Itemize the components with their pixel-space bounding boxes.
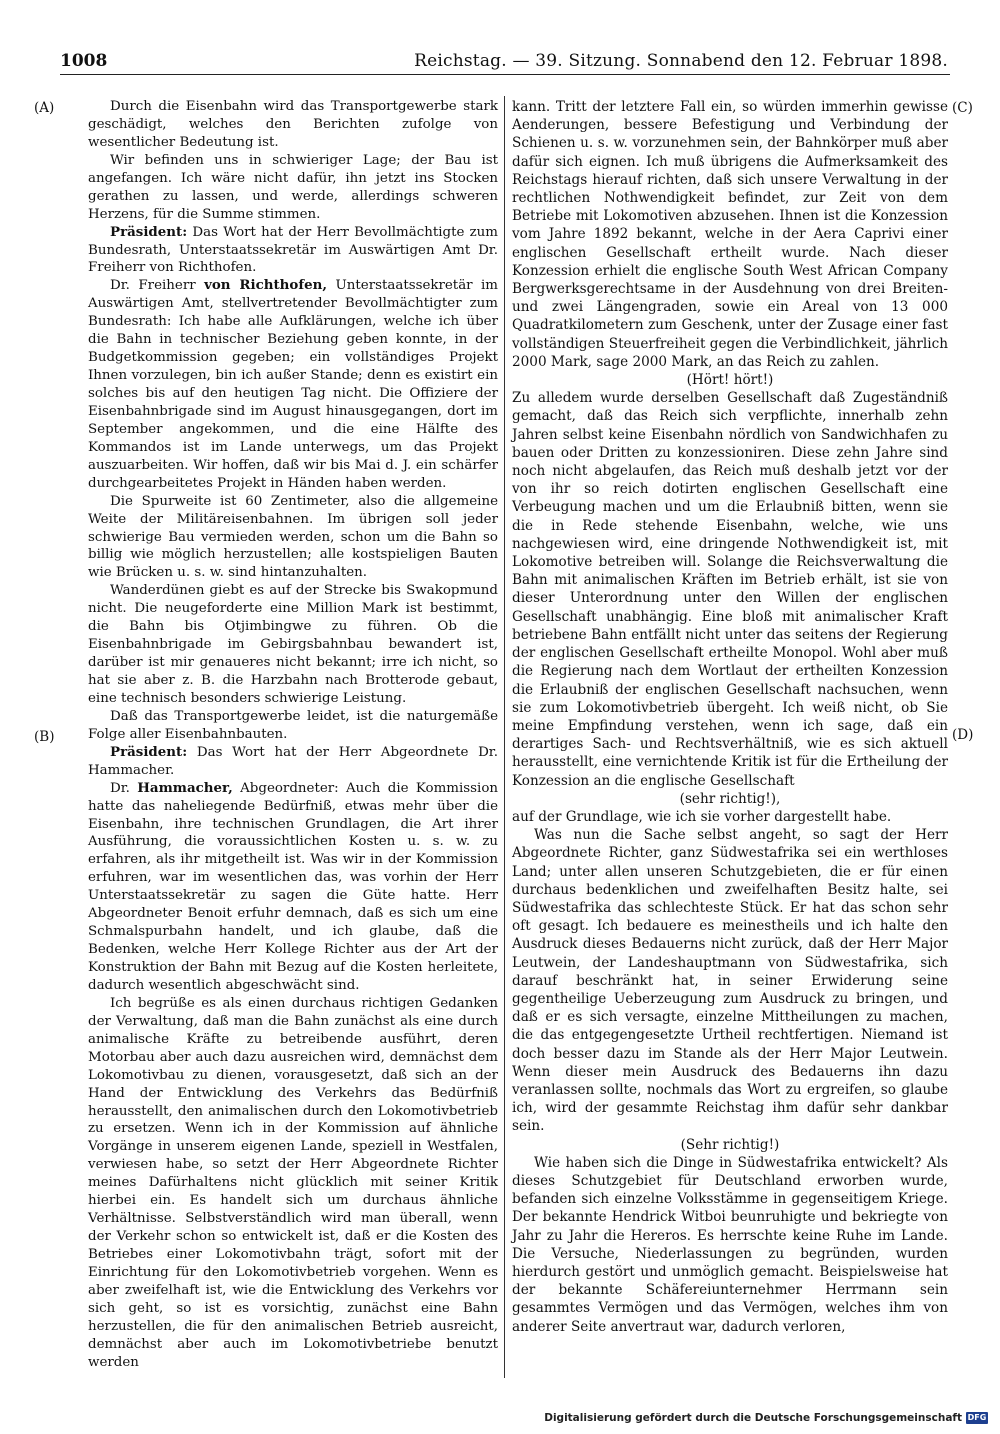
- paragraph-text: (Sehr richtig!): [680, 1136, 780, 1153]
- paragraph-text: Ich begrüße es als einen durchaus richtigen Gedanken der Verwaltung, daß man die Bahn zunächst als eine durch animalische Kräfte zu betreibende ausführt, deren Motorbau aber auch dazu ausreichen wird, demnächst dem Lokomotivbau zu dienen, vorausgesetzt, daß sich an der Hand der Entwicklung des Verkehrs das Bedürfniß herausstellt, den animalischen durch den Lokomotivbetrieb zu ersetzen. Wenn ich in der Kommission auf ähnliche Vorgänge in unserem eigenen Lande, speziell in Westfalen, verwiesen habe, so setzt der Herr Abgeordnete Richter meines Dafürhaltens nicht glücklich mit seiner Kritik hierbei ein. Es handelt sich um durchaus ähnliche Verhältnisse. Selbstverständlich wird man überall, wenn der Verkehr schon so entwickelt ist, daß er die Kosten des Betriebes einer Lokomotivbahn trägt, sofort mit der Einrichtung für den Lokomotivbetrieb vorgehen. Wenn es aber zweifelhaft ist, wie die Entwicklung des Verkehrs vor sich geht, so ist es vorsichtig, zunächst eine Bahn herzustellen, die für den animalischen Betrieb ausreicht, demnächst aber auch im Lokomotivbetriebe benutzt werden: [88, 995, 498, 1370]
- paragraph: [512, 371, 948, 389]
- margin-marker-c: (C): [952, 100, 973, 116]
- paragraph: [512, 98, 948, 371]
- paragraph-text: Das Wort hat der Herr Abgeordnete Dr. Hammacher.: [88, 744, 498, 778]
- page-footer: [544, 1412, 988, 1424]
- right-column: [512, 98, 948, 1336]
- speaker-prefix: Dr.: [110, 780, 138, 796]
- paragraph: [88, 277, 498, 492]
- paragraph-text: Durch die Eisenbahn wird das Transportgewerbe stark geschädigt, welches den Berichten zufolge von wesentlicher Bedeutung ist.: [88, 99, 498, 150]
- paragraph-text: Unterstaatssekretär im Auswärtigen Amt, stellvertretender Bevollmächtigter zum Bundesrath: Ich habe alle Aufklärungen, welche ich über die Bahn in technischer Beziehung geben konnte, in der Budgetkommission gegeben; ein vollständiges Projekt Ihnen vorzulegen, bin ich außer Stande; denn es existirt ein solches bis auf den heutigen Tag nicht. Die Offiziere der Eisenbahnbrigade sind im August hinausgegangen, dort im September angekommen, und die eine Hälfte des Kommandos ist im Lande unterwegs, um das Projekt auszuarbeiten. Wir hoffen, daß wir bis Mai d. J. ein schärfer durchgearbeitetes Projekt in Händen haben werden.: [88, 278, 499, 491]
- paragraph: [512, 1136, 948, 1154]
- page-number: 1008: [60, 51, 108, 71]
- left-column: [88, 98, 498, 1372]
- running-title: Reichstag. — 39. Sitzung. Sonnabend den 12. Februar 1898.: [414, 51, 948, 71]
- margin-marker-d: (D): [952, 727, 974, 743]
- margin-marker-a: (A): [34, 100, 55, 116]
- paragraph: [88, 708, 498, 744]
- speaker-name: Hammacher,: [137, 779, 233, 796]
- paragraph: [88, 780, 498, 995]
- paragraph: [88, 152, 498, 224]
- paragraph-text: Abgeordneter: Auch die Kommission hatte das naheliegende Bedürfniß, etwas mehr über die Eisenbahn, ihre technischen Grundlagen, die Art ihrer Ausführung, die voraussichtlichen Kosten u. s. w. zu erfahren, als ihr mitgetheilt ist. Was wir in der Kommission erfuhren, war im wesentlichen das, was vorhin der Herr Unterstaatssekretär zu sagen die Güte hatte. Herr Abgeordneter Benoit erfuhr demnach, daß es sich um eine Schmalspurbahn handelt, und ich glaube, daß die Bedenken, welche Herr Kollege Richter aus der Art der Konstruktion der Bahn mit Bezug auf die Kosten herleitete, dadurch wesentlich abgeschwächt sind.: [88, 780, 499, 993]
- dfg-logo-icon: DFG: [967, 1413, 987, 1422]
- paragraph: [88, 98, 498, 152]
- paragraph-text: Wie haben sich die Dinge in Südwestafrika entwickelt? Als dieses Schutzgebiet für Deutschland erworben wurde, befanden sich einzelne Volksstämme in gegenseitigem Kriege. Der bekannte Hendrick Witboi beunruhigte und bekriegte von Jahr zu Jahr die Hereros. Es herrschte keine Ruhe im Lande. Die Versuche, Niederlassungen zu begründen, wurden hierdurch gestört und unmöglich gemacht. Beispielsweise hat der bekannte Schäfereiunternehmer Herrmann sein gesammtes Vermögen und das Vermögen, welches ihm von anderer Seite anvertraut war, dadurch verloren,: [512, 1154, 948, 1335]
- paragraph: [88, 493, 498, 583]
- paragraph: [512, 389, 948, 789]
- paragraph: [88, 995, 498, 1372]
- paragraph-text: (sehr richtig!),: [679, 790, 781, 807]
- speaker-prefix: Dr. Freiherr: [110, 278, 205, 294]
- speaker-name: Präsident:: [110, 743, 188, 760]
- paragraph: [512, 790, 948, 808]
- paragraph: [512, 808, 948, 826]
- paragraph-text: Die Spurweite ist 60 Zentimeter, also die allgemeine Weite der Militäreisenbahnen. Im übrigen soll jeder schwierige Bau vermieden werden, schon um die Bahn so billig wie möglich herzustellen; alle kostspieligen Bauten wie Brücken u. s. w. sind hintanzuhalten.: [88, 493, 498, 581]
- paragraph-text: Was nun die Sache selbst angeht, so sagt der Herr Abgeordnete Richter, ganz Südwestafrika sei ein werthloses Land; unter allen unseren Schutzgebieten, die er für einen durchaus bedenklichen und zweifelhaften Besitz halte, sei Südwestafrika das schlechteste Stück. Er hat das schon sehr oft gesagt. Ich bedauere es meinestheils und ich halte den Ausdruck dieses Bedauerns nicht zurück, daß der Herr Major Leutwein, der Landeshauptmann von Südwestafrika, sich darauf beschränkt hat, in seiner Erwiderung seine gegentheilige Ueberzeugung zum Ausdruck zu bringen, und daß er es sich versagte, einzelne Mittheilungen zu machen, die das entgegengesetzte Urtheil rechtfertigen. Niemand ist doch besser dazu im Stande als der Herr Major Leutwein. Wenn dieser mein Ausdruck des Bedauerns ihn dazu veranlassen sollte, nochmals das Wort zu ergreifen, so glaube ich, wird der gesammte Reichstag ihm dafür sehr dankbar sein.: [512, 827, 948, 1135]
- paragraph: [88, 224, 498, 278]
- paragraph: [512, 1154, 948, 1336]
- paragraph-text: Zu alledem wurde derselben Gesellschaft daß Zugeständniß gemacht, daß das Reich sich verpflichte, innerhalb zehn Jahren selbst keine Eisenbahn nördlich von Sandwichhafen zu bauen oder Dritten zu konzessioniren. Diese zehn Jahre sind noch nicht abgelaufen, das Reich muß deshalb jetzt vor der von ihr so reich dotirten englischen Gesellschaft eine Verbeugung machen und um die Erlaubniß bitten, wenn sie die in Rede stehende Eisenbahn, welche, wie uns nachgewiesen wird, eine dringende Nothwendigkeit ist, mit Lokomotive betreiben will. Solange die Reichsverwaltung die Bahn mit animalischen Kräften im Betrieb erhält, ist sie von dieser Unterordnung unter den Willen der englischen Gesellschaft unabhängig. Eine bloß mit animalischer Kraft betriebene Bahn entfällt nicht unter das seitens der Regierung der englischen Gesellschaft ertheilte Monopol. Wohl aber muß die Regierung nach dem Wortlaut der ertheilten Konzession die Erlaubniß der englischen Gesellschaft nachsuchen, wenn sie zum Lokomotivbetrieb übergeht. Ich weiß nicht, ob Sie meine Empfindung verstehen, wenn ich sage, daß ein derartiges Sach- und Rechtsverhältniß, wie es sich aktuell herausstellt, eine vernichtende Kritik ist für die Ertheilung der Konzession an die englische Gesellschaft: [512, 390, 948, 789]
- speaker-name: Präsident:: [110, 223, 188, 240]
- paragraph-text: Daß das Transportgewerbe leidet, ist die naturgemäße Folge aller Eisenbahnbauten.: [88, 708, 498, 742]
- speaker-name: von Richthofen,: [204, 277, 328, 294]
- paragraph-text: Das Wort hat der Herr Bevollmächtigte zum Bundesrath, Unterstaatssekretär im Auswärtigen Amt Dr. Freiherr von Richthofen.: [88, 224, 498, 276]
- paragraph: [88, 744, 498, 780]
- paragraph-text: Wir befinden uns in schwieriger Lage; der Bau ist angefangen. Ich wäre nicht dafür, ihn jetzt ins Stocken gerathen zu lassen, und werde, allerdings schweren Herzens, für die Summe stimmen.: [88, 152, 498, 222]
- paragraph-text: Wanderdünen giebt es auf der Strecke bis Swakopmund nicht. Die neugeforderte eine Million Mark ist bestimmt, die Bahn bis Otjimbingwe zu führen. Ob die Eisenbahnbrigade im Gebirgsbahnbau bewandert ist, darüber ist mir genaueres nicht bekannt; irre ich nicht, so hat sie aber z. B. die Harzbahn nach Brotterode gebaut, eine technisch besonders schwierige Leistung.: [88, 583, 498, 706]
- column-divider: [504, 96, 505, 1378]
- margin-marker-b: (B): [34, 729, 55, 745]
- paragraph-text: (Hört! hört!): [686, 372, 774, 389]
- paragraph-text: auf der Grundlage, wie ich sie vorher dargestellt habe.: [512, 808, 892, 825]
- page-header: [60, 50, 950, 75]
- paragraph-text: kann. Tritt der letztere Fall ein, so würden immerhin gewisse Aenderungen, bessere Befestigung und Verbindung der Schienen u. s. w. vorzunehmen sein, der Bahnkörper muß aber dafür sich eignen. Ich muß übrigens die Aufmerksamkeit des Reichstags hierauf richten, daß sich unsere Verwaltung in der rechtlichen Nothwendigkeit befindet, zur Zeit von dem Betriebe mit Lokomotiven abzusehen. Ihnen ist die Konzession vom Jahre 1892 bekannt, welche in der Aera Caprivi einer englischen Gesellschaft ertheilt wurde. Nach dieser Konzession erhielt die englische South West African Company Bergwerksgerechtsame in der Ausdehnung von drei Breiten- und zwei Längengraden, sowie ein Areal von 13 000 Quadratkilometern zum Geschenk, unter der Zusage einer fast vollständigen Steuerfreiheit gegen die Verbindlichkeit, jährlich 2000 Mark, sage 2000 Mark, an das Reich zu zahlen.: [512, 99, 948, 370]
- paragraph: [512, 826, 948, 1135]
- footer-credit: Digitalisierung gefördert durch die Deutsche Forschungsgemeinschaft: [544, 1412, 962, 1424]
- paragraph: [88, 582, 498, 708]
